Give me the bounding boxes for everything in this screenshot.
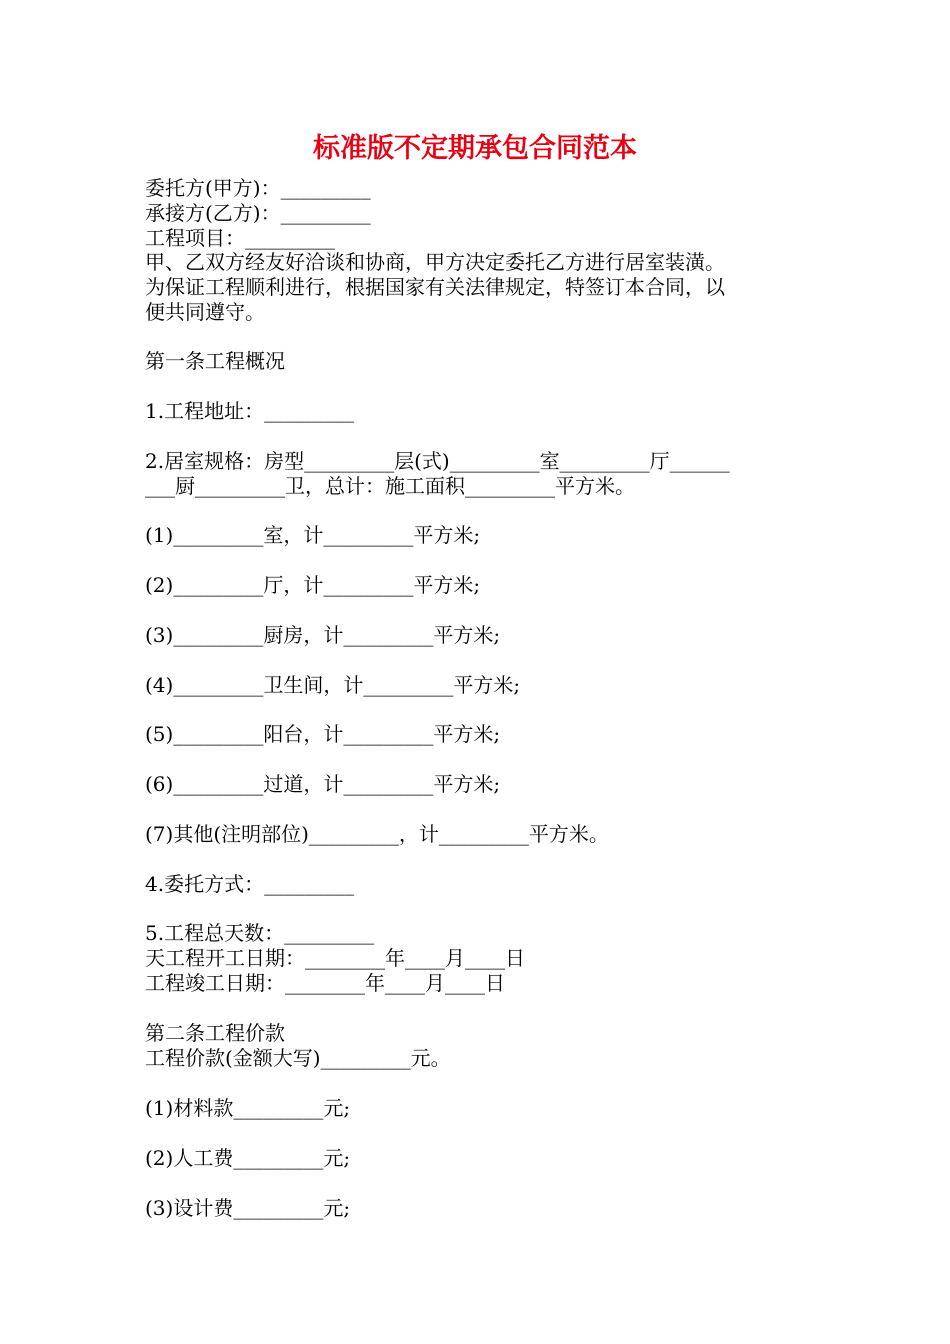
room-item-3: (3)_________厨房，计_________平方米; (145, 623, 501, 647)
party-a-line: 委托方(甲方)：_________ (145, 176, 371, 200)
article-2-heading: 第二条工程价款 (145, 1021, 285, 1045)
intro-line-3: 便共同遵守。 (145, 300, 265, 324)
price-item-2: (2)人工费_________元; (145, 1146, 351, 1170)
party-b-line: 承接方(乙方)：_________ (145, 201, 371, 225)
room-item-1: (1)_________室，计_________平方米; (145, 523, 481, 547)
intro-line-2: 为保证工程顺利进行，根据国家有关法律规定，特签订本合同，以 (145, 275, 725, 299)
room-item-2: (2)_________厅，计_________平方米; (145, 573, 481, 597)
room-item-7: (7)其他(注明部位)_________，计_________平方米。 (145, 822, 609, 846)
article-1-heading: 第一条工程概况 (145, 349, 285, 373)
room-item-4: (4)_________卫生间，计_________平方米; (145, 673, 521, 697)
project-line: 工程项目：_________ (145, 226, 335, 250)
document-title: 标准版不定期承包合同范本 (313, 133, 637, 164)
clause-address: 1.工程地址：_________ (145, 399, 355, 423)
completion-date-line: 工程竣工日期：________年____月____日 (145, 971, 505, 995)
start-date-line: 天工程开工日期：________年____月____日 (145, 946, 525, 970)
price-line: 工程价款(金额大写)_________元。 (145, 1046, 451, 1070)
price-item-3: (3)设计费_________元; (145, 1196, 351, 1220)
clause-spec-line-2: ___厨_________卫，总计：施工面积_________平方米。 (145, 474, 635, 498)
room-item-5: (5)_________阳台，计_________平方米; (145, 722, 501, 746)
room-item-6: (6)_________过道，计_________平方米; (145, 772, 501, 796)
clause-total-days: 5.工程总天数：_________ (145, 921, 375, 945)
clause-commission-method: 4.委托方式：_________ (145, 872, 355, 896)
intro-line-1: 甲、乙双方经友好洽谈和协商，甲方决定委托乙方进行居室装潢。 (145, 250, 725, 274)
price-item-1: (1)材料款_________元; (145, 1096, 351, 1120)
clause-spec-line-1: 2.居室规格：房型_________层(式)_________室_________厅______ (145, 449, 730, 473)
